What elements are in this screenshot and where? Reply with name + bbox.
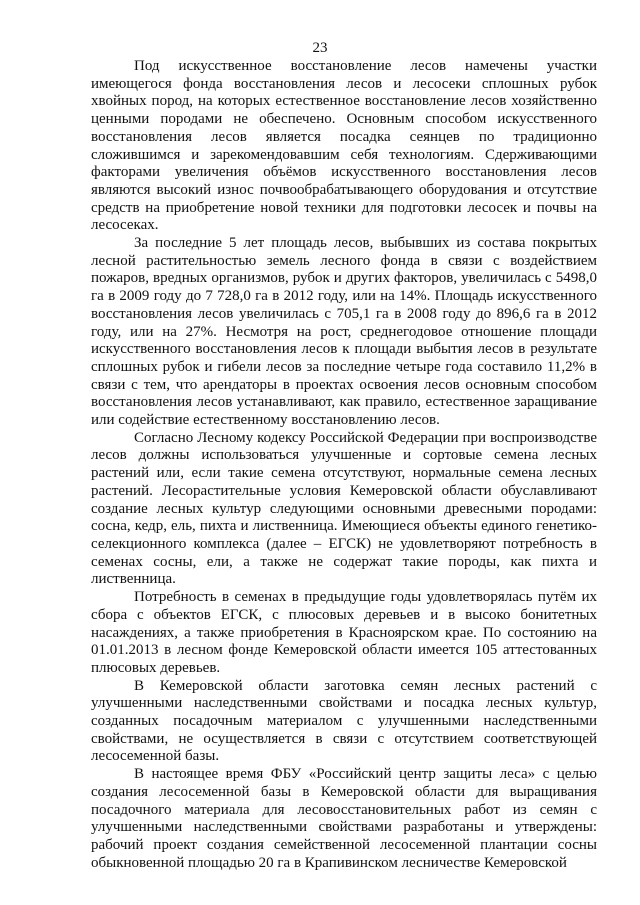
page-number: 23	[312, 40, 328, 56]
paragraph-seed-supply: Потребность в семенах в предыдущие годы удовлетворялась путём их сбора с объектов ЕГСК, с плюсовых деревьев и в высоко бонитетных насаждениях, а также приобретения в Красноярском крае. По состоянию на 01.01.2013 в лесном фонде Кемеровской области имеется 105 аттестованных плюсовых деревьев.	[91, 589, 597, 676]
document-body	[91, 58, 597, 872]
paragraph-artificial-restoration: Под искусственное восстановление лесов намечены участки имеющегося фонда восстановления лесов и лесосеки сплошных рубок хвойных пород, на которых естественное восстановление лесов хозяйственно ценными породами не обеспечено. Основным способом искусственного восстановления лесов является посадка сеянцев по традиционно сложившимся и зарекомендовавшим себя технологиям. Сдерживающими факторами увеличения объёмов искусственного восстановления лесов являются высокий износ почвообрабатывающего оборудования и отсутствие средств на приобретение новой техники для подготовки лесосек и почвы на лесосеках.	[91, 58, 597, 234]
paragraph-forest-code-seeds: Согласно Лесному кодексу Российской Федерации при воспроизводстве лесов должны использоваться улучшенные и сортовые семена лесных растений или, если такие семена отсутствуют, нормальные семена лесных растений. Лесорастительные условия Кемеровской области обуславливают создание лесных культур следующими основными древесными породами: сосна, кедр, ель, пихта и лиственница. Имеющиеся объекты единого генетико-селекционного комплекса (далее – ЕГСК) не удовлетворяют потребность в семенах сосны, ели, а также не содержат такие породы, как пихта и лиственница.	[91, 429, 597, 588]
paragraph-forest-loss-statistics: За последние 5 лет площадь лесов, выбывших из состава покрытых лесной растительностью земель лесного фонда в связи с воздействием пожаров, вредных организмов, рубок и других факторов, увеличилась с 5498,0 га в 2009 году до 7 728,0 га в 2012 году, или на 14%. Площадь искусственного восстановления лесов увеличилась с 705,1 га в 2008 году до 896,6 га в 2012 году, или на 27%. Несмотря на рост, среднегодовое отношение площади искусственного восстановления лесов к площади выбытия лесов в результате сплошных рубок и гибели лесов за последние четыре года составило 11,2% в связи с тем, что арендаторы в проектах освоения лесов основным способом восстановления лесов устанавливают, как правило, естественное заращивание или содействие естественному восстановлению лесов.	[91, 235, 597, 429]
paragraph-seed-plantation-project: В настоящее время ФБУ «Российский центр защиты леса» с целью создания лесосеменной базы в Кемеровской области для выращивания посадочного материала для лесовосстановительных работ из семян с улучшенными наследственными свойствами разработаны и утверждены: рабочий проект создания семейственной лесосеменной плантации сосны обыкновенной площадью 20 га в Крапивинском лесничестве Кемеровской	[91, 766, 597, 871]
paragraph-seed-base-absence: В Кемеровской области заготовка семян лесных растений с улучшенными наследственными свойствами и посадка лесных культур, созданных посадочным материалом с улучшенными наследственными свойствами, не осуществляется в связи с отсутствием соответствующей лесосеменной базы.	[91, 677, 597, 765]
